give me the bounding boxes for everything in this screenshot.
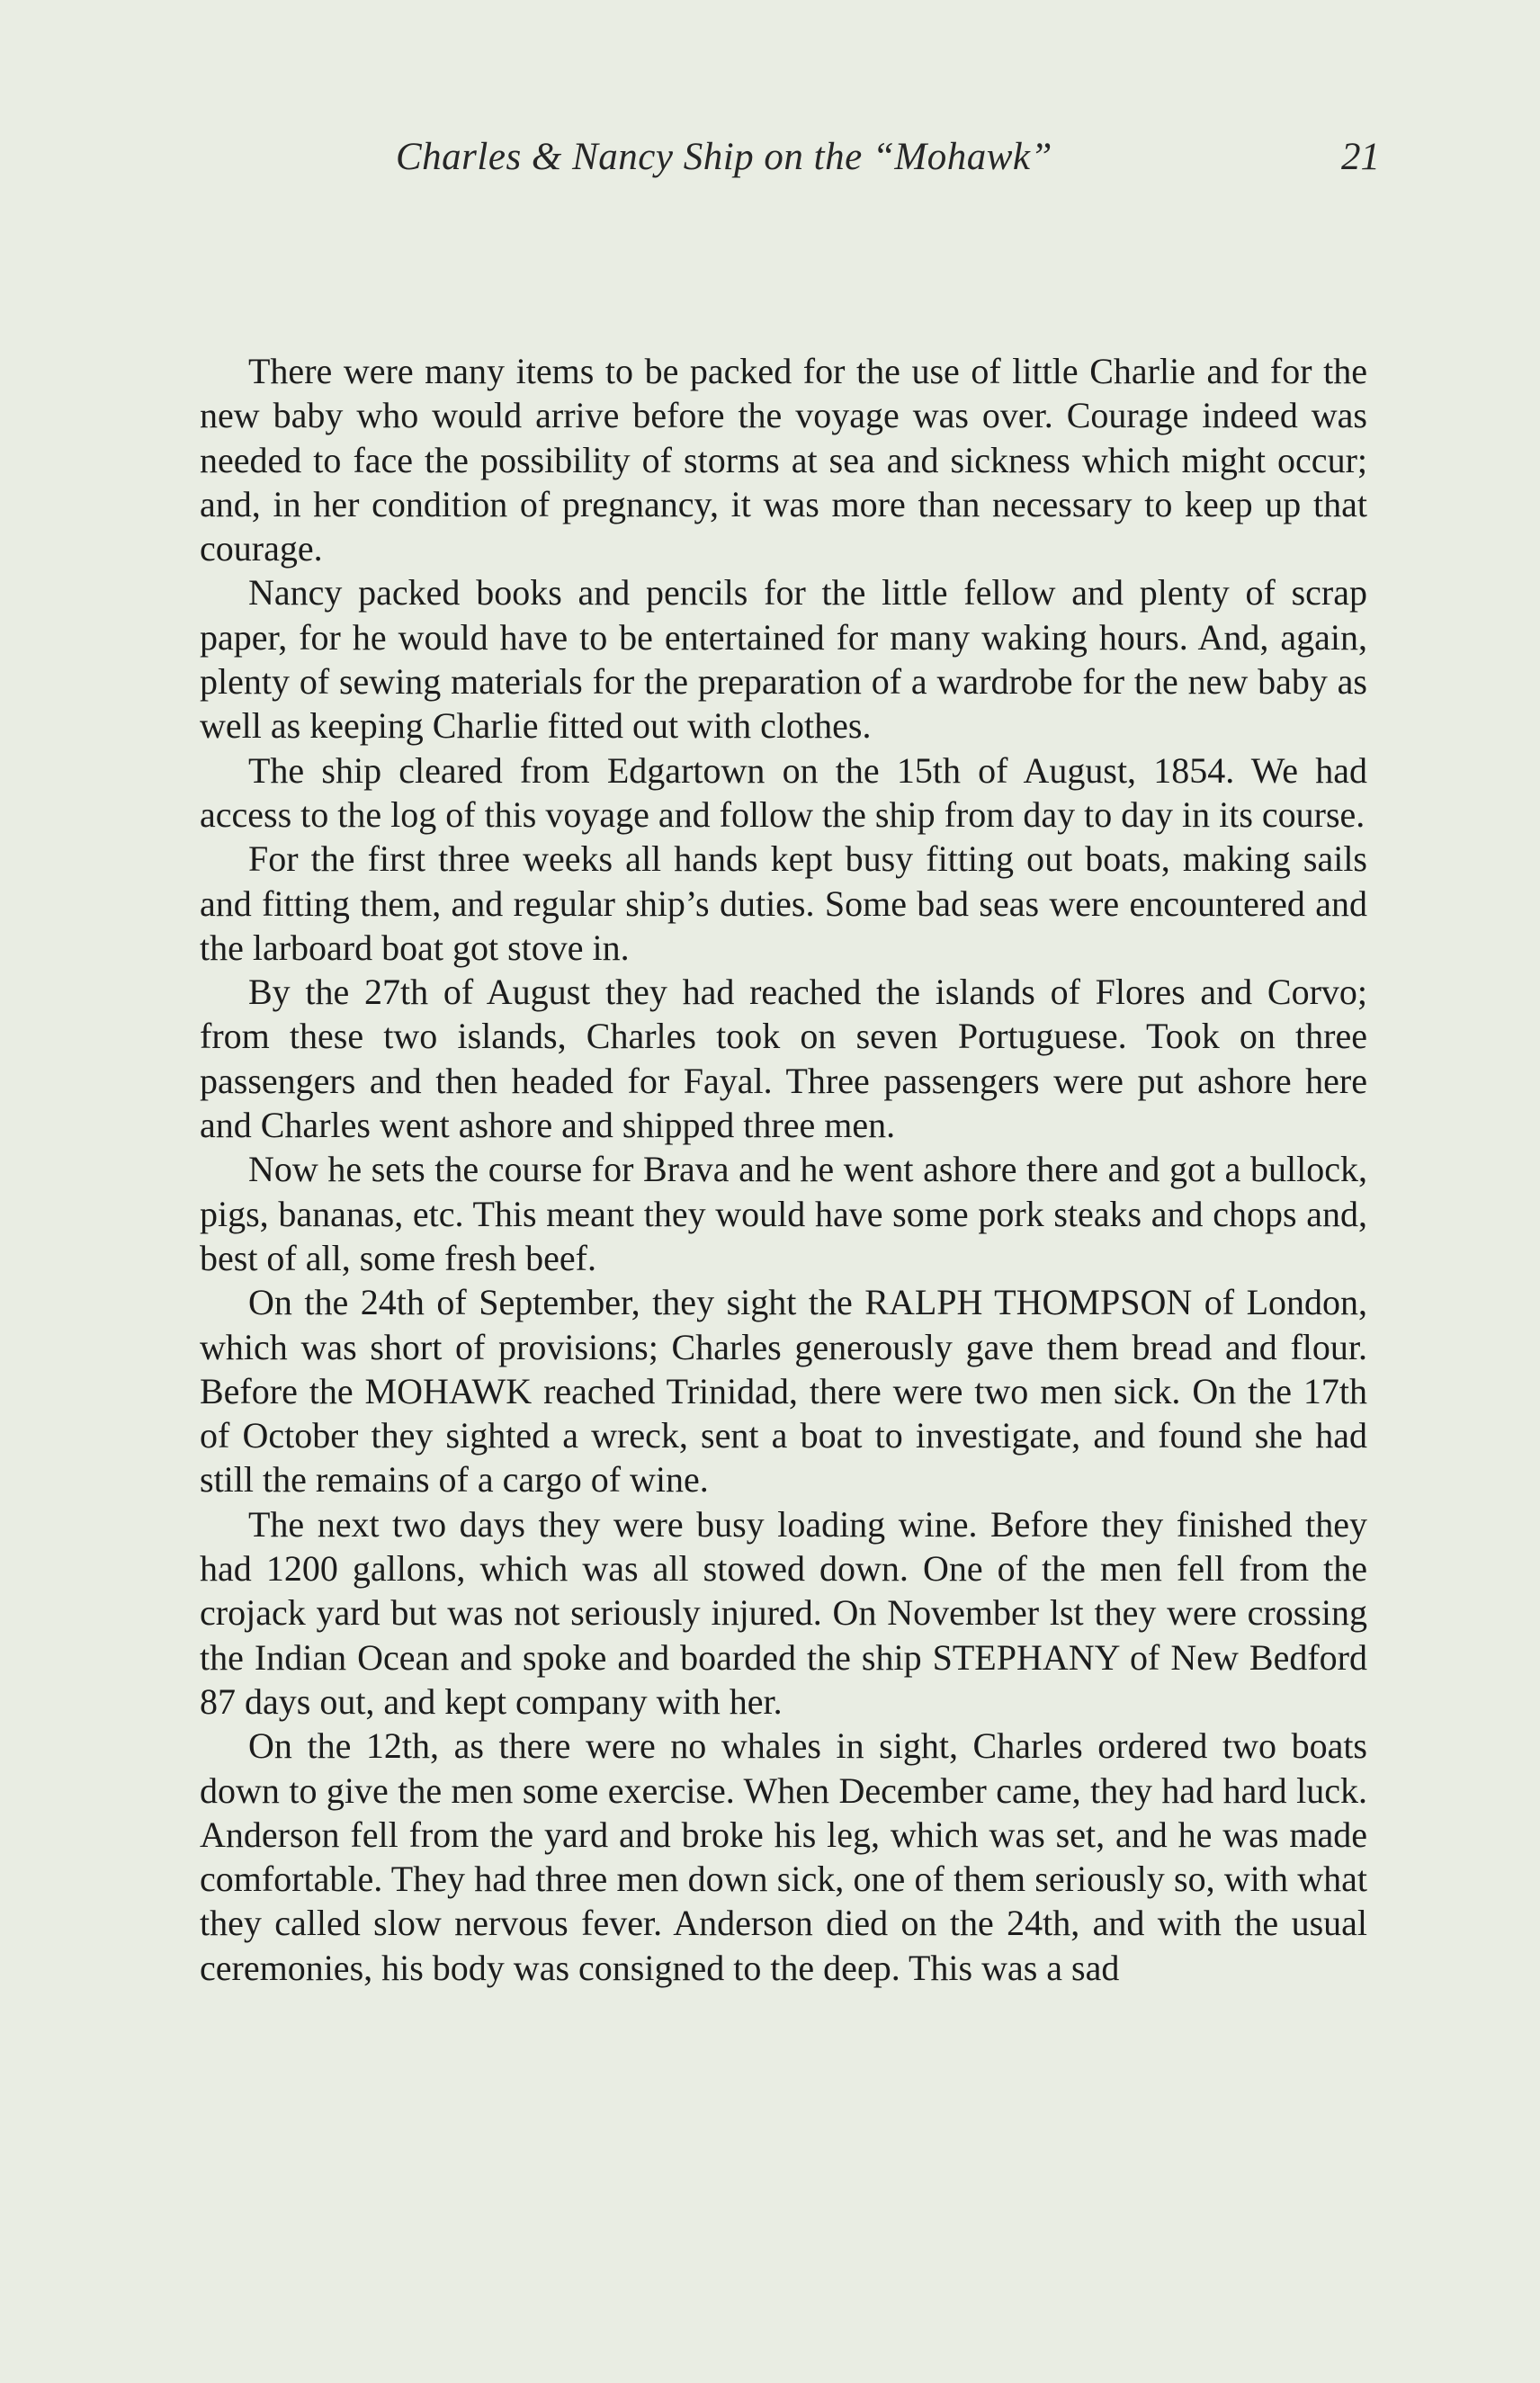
paragraph: On the 24th of September, they sight the RALPH THOMPSON of London, which was short of provisions; Charles generously gave them bread and flour. Before the MOHAWK reached Trinidad, there were two men sick. On the 17th of October they sighted a wreck, sent a boat to investigate, and found she had still the remains of a cargo of wine.	[200, 1282, 1367, 1501]
page-header	[198, 135, 1385, 189]
paragraph: For the first three weeks all hands kept busy fitting out boats, making sails and fitting them, and regular ship’s duties. Some bad seas were encountered and the larboard boat got stove in.	[200, 838, 1367, 968]
running-title: Charles & Nancy Ship on the “Mohawk”	[396, 136, 1052, 178]
paragraph: Now he sets the course for Brava and he went ashore there and got a bullock, pigs, bananas, etc. This meant they would have some pork steaks and chops and, best of all, some fresh beef.	[200, 1149, 1367, 1278]
body-text	[200, 349, 1367, 1990]
page-number: 21	[1341, 136, 1380, 178]
paragraph: By the 27th of August they had reached the islands of Flores and Corvo; from these two islands, Charles took on seven Portuguese. Took on three passengers and then headed for Fayal. Three passengers were put ashore here and Charles went ashore and shipped three men.	[200, 972, 1367, 1146]
paragraph: The next two days they were busy loading wine. Before they finished they had 1200 gallons, which was all stowed down. One of the men fell from the crojack yard but was not seriously injured. On November lst they were crossing the Indian Ocean and spoke and boarded the ship STEPHANY of New Bedford 87 days out, and kept company with her.	[200, 1503, 1367, 1722]
paragraph: There were many items to be packed for the use of little Charlie and for the new baby who would arrive before the voyage was over. Courage indeed was needed to face the possibility of storms at sea and sickness which might occur; and, in her condition of pregnancy, it was more than necessary to keep up that courage.	[200, 351, 1367, 569]
paragraph: The ship cleared from Edgartown on the 15th of August, 1854. We had access to the log of this voyage and follow the ship from day to day in its course.	[200, 749, 1367, 835]
paragraph: Nancy packed books and pencils for the little fellow and plenty of scrap paper, for he would have to be entertained for many waking hours. And, again, plenty of sewing materials for the preparation of a wardrobe for the new baby as well as keeping Charlie fitted out with clothes.	[200, 572, 1367, 747]
paragraph: On the 12th, as there were no whales in sight, Charles ordered two boats down to give the men some exercise. When December came, they had hard luck. Anderson fell from the yard and broke his leg, which was set, and he was made comfortable. They had three men down sick, one of them seriously so, with what they called slow nervous fever. Anderson died on the 24th, and with the usual ceremonies, his body was consigned to the deep. This was a sad	[200, 1725, 1367, 1988]
